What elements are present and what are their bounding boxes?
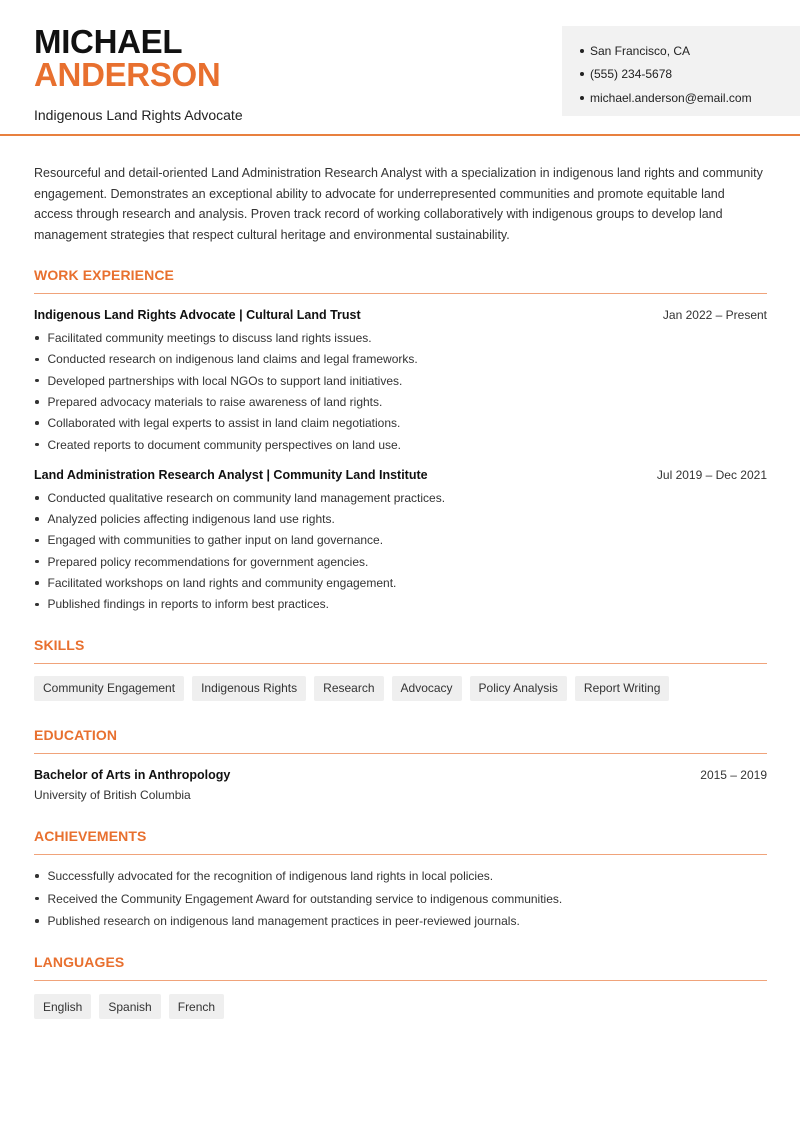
language-tag: English bbox=[34, 994, 91, 1019]
education-header bbox=[34, 768, 767, 782]
skill-tag: Community Engagement bbox=[34, 676, 184, 701]
bullet-text: Conducted qualitative research on community land management practices. bbox=[47, 490, 446, 505]
bullet-icon bbox=[35, 443, 39, 447]
section-title-skills: SKILLS bbox=[34, 636, 85, 653]
bullet-icon bbox=[35, 560, 39, 564]
bullet-icon bbox=[35, 336, 39, 340]
skills-section bbox=[34, 637, 767, 701]
bullet-text: Successfully advocated for the recognition of indigenous land rights in local policies. bbox=[47, 869, 494, 884]
last-name: ANDERSON bbox=[34, 56, 221, 93]
bullet-icon bbox=[35, 400, 39, 404]
list-item bbox=[34, 413, 767, 434]
bullet-icon bbox=[35, 379, 39, 383]
section-divider bbox=[34, 293, 767, 294]
bullet-icon bbox=[580, 96, 584, 100]
bullet-icon bbox=[35, 539, 39, 543]
bullet-icon bbox=[35, 517, 39, 521]
resume-header bbox=[0, 0, 800, 136]
skills-chips bbox=[34, 676, 767, 701]
achievements-list bbox=[34, 865, 767, 933]
phone-text: (555) 234-5678 bbox=[590, 67, 673, 82]
job-dates: Jan 2022 – Present bbox=[662, 308, 767, 323]
list-item bbox=[34, 530, 767, 551]
work-section bbox=[34, 267, 767, 615]
bullet-text: Collaborated with legal experts to assist in land claim negotiations. bbox=[47, 416, 401, 431]
job-entry bbox=[34, 308, 767, 455]
bullet-icon bbox=[35, 874, 39, 878]
job-entry bbox=[34, 468, 767, 615]
bullet-text: Published research on indigenous land management practices in peer-reviewed journals. bbox=[47, 914, 520, 929]
list-item bbox=[34, 910, 767, 933]
skill-tag: Policy Analysis bbox=[470, 676, 567, 701]
bullet-icon bbox=[35, 496, 39, 500]
list-item bbox=[34, 887, 767, 910]
contact-phone bbox=[580, 63, 800, 87]
section-divider bbox=[34, 663, 767, 664]
contact-email bbox=[580, 86, 800, 110]
list-item bbox=[34, 370, 767, 391]
job-bullets bbox=[34, 327, 767, 455]
list-item bbox=[34, 487, 767, 508]
contact-box bbox=[562, 26, 800, 116]
contact-location bbox=[580, 39, 800, 63]
degree: Bachelor of Arts in Anthropology bbox=[34, 767, 231, 782]
bullet-text: Created reports to document community perspectives on land use. bbox=[47, 437, 402, 452]
bullet-text: Published findings in reports to inform best practices. bbox=[47, 597, 329, 612]
bullet-icon bbox=[35, 603, 39, 607]
section-divider bbox=[34, 854, 767, 855]
bullet-icon bbox=[35, 581, 39, 585]
bullet-text: Conducted research on indigenous land claims and legal frameworks. bbox=[47, 352, 418, 367]
list-item bbox=[34, 434, 767, 455]
languages-section bbox=[34, 954, 767, 1019]
section-title-education: EDUCATION bbox=[34, 726, 118, 743]
bullet-icon bbox=[35, 421, 39, 425]
section-title-achievements: ACHIEVEMENTS bbox=[34, 827, 147, 844]
bullet-text: Analyzed policies affecting indigenous land use rights. bbox=[47, 512, 335, 527]
list-item bbox=[34, 327, 767, 348]
education-section bbox=[34, 727, 767, 802]
skill-tag: Research bbox=[314, 676, 383, 701]
achievements-section bbox=[34, 828, 767, 933]
bullet-icon bbox=[35, 897, 39, 901]
skill-tag: Advocacy bbox=[392, 676, 462, 701]
bullet-text: Prepared policy recommendations for government agencies. bbox=[47, 554, 369, 569]
list-item bbox=[34, 349, 767, 370]
list-item bbox=[34, 865, 767, 888]
list-item bbox=[34, 391, 767, 412]
location-text: San Francisco, CA bbox=[590, 43, 691, 58]
bullet-text: Developed partnerships with local NGOs to support land initiatives. bbox=[47, 373, 403, 388]
summary-paragraph: Resourceful and detail-oriented Land Administration Research Analyst with a specialization in indigenous land rights and community engagement. Demonstrates an exceptional ability to advocate for underrepresented communities and promote equitable land access through research and analysis. Proven track record of working collaboratively with indigenous groups to develop land management strategies that respect cultural heritage and environmental sustainability. bbox=[34, 166, 763, 242]
section-divider bbox=[34, 980, 767, 981]
skill-tag: Report Writing bbox=[575, 676, 669, 701]
bullet-icon bbox=[35, 919, 39, 923]
section-title-languages: LANGUAGES bbox=[34, 954, 125, 971]
school-name: University of British Columbia bbox=[34, 787, 191, 802]
bullet-text: Facilitated community meetings to discuss land rights issues. bbox=[47, 331, 372, 346]
resume-body bbox=[34, 163, 767, 1019]
job-dates: Jul 2019 – Dec 2021 bbox=[656, 468, 767, 483]
language-chips bbox=[34, 994, 767, 1019]
professional-title: Indigenous Land Rights Advocate bbox=[34, 107, 243, 123]
first-name: MICHAEL bbox=[34, 23, 183, 60]
bullet-icon bbox=[580, 72, 584, 76]
job-header bbox=[34, 468, 767, 482]
section-divider bbox=[34, 753, 767, 754]
job-role: Indigenous Land Rights Advocate | Cultural Land Trust bbox=[34, 308, 361, 323]
bullet-text: Facilitated workshops on land rights and community engagement. bbox=[47, 575, 397, 590]
bullet-text: Engaged with communities to gather input on land governance. bbox=[47, 533, 384, 548]
language-tag: Spanish bbox=[99, 994, 160, 1019]
list-item bbox=[34, 594, 767, 615]
list-item bbox=[34, 508, 767, 529]
list-item bbox=[34, 572, 767, 593]
job-bullets bbox=[34, 487, 767, 615]
bullet-icon bbox=[35, 358, 39, 362]
education-dates: 2015 – 2019 bbox=[700, 767, 767, 782]
list-item bbox=[34, 551, 767, 572]
language-tag: French bbox=[169, 994, 224, 1019]
bullet-text: Prepared advocacy materials to raise awareness of land rights. bbox=[47, 394, 383, 409]
name-block bbox=[34, 23, 243, 123]
skill-tag: Indigenous Rights bbox=[192, 676, 306, 701]
bullet-icon bbox=[580, 49, 584, 53]
section-title-work: WORK EXPERIENCE bbox=[34, 267, 174, 284]
job-role: Land Administration Research Analyst | Community Land Institute bbox=[34, 468, 428, 483]
job-header bbox=[34, 308, 767, 322]
bullet-text: Received the Community Engagement Award for outstanding service to indigenous communities. bbox=[47, 891, 563, 906]
email-text: michael.anderson@email.com bbox=[590, 90, 752, 105]
